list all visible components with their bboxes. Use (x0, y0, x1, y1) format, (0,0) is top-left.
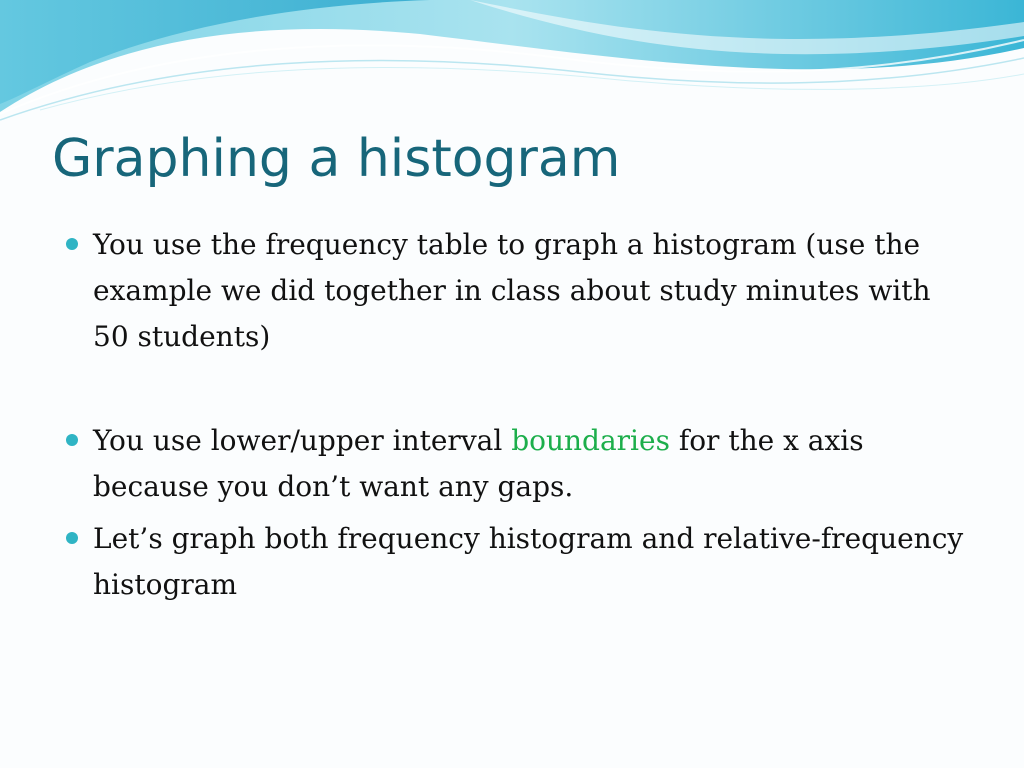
bullet-list (66, 222, 966, 608)
bullet-dot-icon (66, 238, 78, 250)
bullet-text-after: for the x axis because you don’t want any gaps. (93, 424, 864, 503)
bullet-item-graph-both (66, 516, 966, 608)
slide-title: Graphing a histogram (52, 129, 621, 189)
bullet-item-boundaries (66, 418, 966, 510)
bullet-dot-icon (66, 532, 78, 544)
bullet-dot-icon (66, 434, 78, 446)
bullet-item-frequency-table (66, 222, 966, 360)
highlighted-term: boundaries (511, 424, 670, 457)
bullet-text-before: You use lower/upper interval (93, 424, 512, 457)
decorative-wave-banner (0, 0, 1024, 130)
bullet-text: You use the frequency table to graph a histogram (use the example we did together in class about study minutes with 50 students) (93, 228, 931, 353)
bullet-text: Let’s graph both frequency histogram and relative-frequency histogram (93, 522, 964, 601)
